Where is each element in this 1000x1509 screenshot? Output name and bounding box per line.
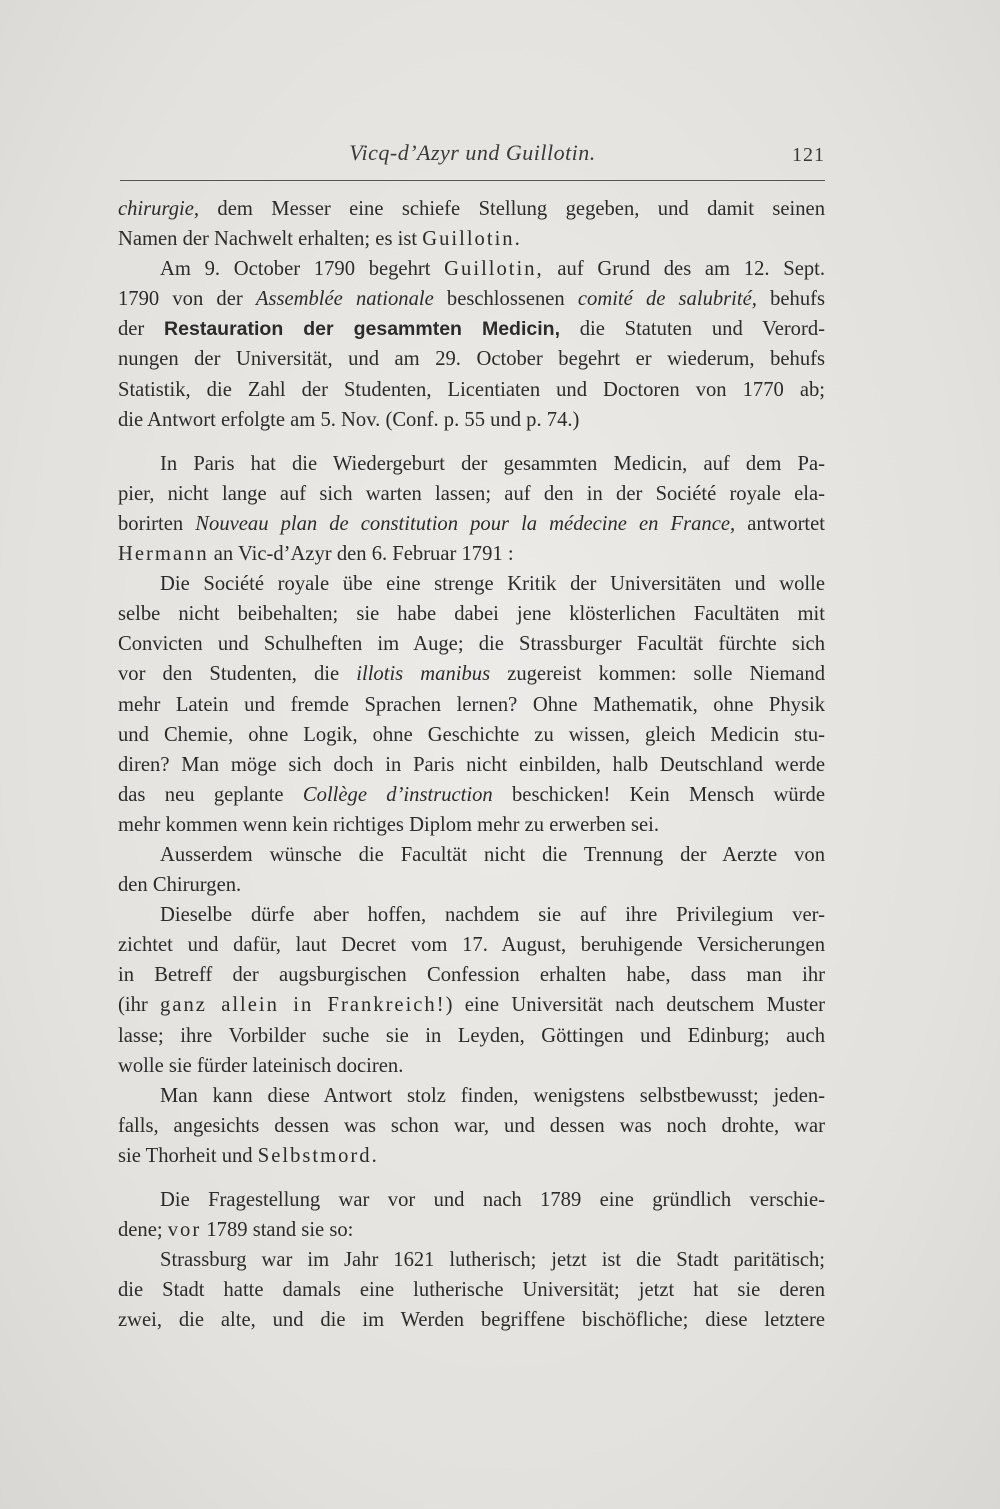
text-segment: beschicken! Kein Mensch würde [492, 783, 825, 806]
text-line [118, 254, 825, 284]
text-line [118, 900, 825, 930]
text-segment: Ausserdem wünsche die Facultät nicht die Trennung der Aerzte von [160, 843, 825, 866]
text-segment: wolle sie fürder lateinisch dociren. [118, 1054, 404, 1077]
text-segment: vor den Studenten, die [118, 663, 357, 686]
text-segment: Am 9. October 1790 begehrt [160, 258, 445, 281]
text-segment: Convicten und Schulheften im Auge; die Strassburger Facultät fürchte sich [118, 633, 825, 656]
text-segment: lasse; ihre Vorbilder suche sie in Leyden, Göttingen und Edinburg; auch [118, 1024, 825, 1047]
text-line [118, 1305, 825, 1335]
text-segment: an Vic-d’Azyr den 6. Februar 1791 : [208, 543, 514, 566]
text-line [118, 960, 825, 990]
text-segment: pier, nicht lange auf sich warten lassen; auf den in der Société royale ela- [118, 482, 825, 505]
header-rule [120, 180, 825, 181]
text-segment: ) eine Universität nach deutschem Muster [445, 994, 825, 1017]
text-line [118, 1185, 825, 1215]
running-head [120, 140, 825, 170]
text-line [118, 780, 825, 810]
text-line [118, 569, 825, 599]
text-line [118, 840, 825, 870]
running-head-title: Vicq-d’Azyr und Guillotin. [349, 140, 596, 165]
text-segment: sie Thorheit und [118, 1144, 258, 1167]
text-line [118, 375, 825, 405]
body-text [118, 194, 825, 1335]
text-line [118, 1275, 825, 1305]
text-segment: behufs [756, 288, 825, 311]
text-line [118, 314, 825, 344]
text-segment: das neu geplante [118, 783, 303, 806]
text-segment: beschlossenen [433, 288, 578, 311]
text-line [118, 990, 825, 1020]
paragraph-gap [118, 1171, 825, 1185]
text-segment: Die Fragestellung war vor und nach 1789 eine gründlich verschie- [160, 1189, 825, 1211]
text-segment: Man kann diese Antwort stolz finden, wenigstens selbstbewusst; jeden- [160, 1084, 825, 1107]
italic-text: Collège d’instruction [302, 783, 493, 806]
page-number: 121 [792, 144, 825, 166]
text-segment: die Stadt hatte damals eine lutherische Universität; jetzt hat sie deren [118, 1279, 825, 1302]
text-line [118, 194, 825, 224]
text-segment: Namen der Nachwelt erhalten; es ist [118, 228, 423, 251]
paragraph [118, 254, 825, 435]
text-line [118, 224, 825, 254]
text-line [118, 1141, 825, 1171]
text-line [118, 750, 825, 780]
text-segment: 1789 stand sie so: [201, 1219, 354, 1242]
text-segment: 1790 von der [118, 288, 256, 311]
paragraph [118, 194, 825, 254]
text-segment: die Statuten und Verord- [559, 318, 825, 341]
text-segment: auf Grund des am 12. Sept. [543, 258, 826, 281]
text-line [118, 479, 825, 509]
text-segment: mehr Latein und fremde Sprachen lernen? Ohne Mathematik, ohne Physik [118, 693, 825, 716]
text-segment: zugereist kommen: solle Niemand [490, 663, 825, 686]
text-line [118, 539, 825, 569]
text-line [118, 930, 825, 960]
text-line [118, 344, 825, 374]
text-segment: in Betreff der augsburgischen Confession erhalten habe, dass man ihr [118, 964, 825, 987]
text-line [118, 629, 825, 659]
italic-text: illotis manibus [356, 663, 491, 686]
text-segment: mehr kommen wenn kein richtiges Diplom mehr zu erwerben sei. [118, 813, 659, 836]
spaced-text: Guillotin. [422, 228, 522, 251]
text-segment: (ihr [118, 994, 161, 1017]
italic-text: comité de salubrité, [577, 288, 757, 311]
text-line [118, 870, 825, 900]
spaced-text: Hermann [118, 543, 209, 566]
text-segment: antwortet [735, 512, 826, 535]
italic-text: Assemblée nationale [255, 288, 434, 311]
text-segment: dem Messer eine schiefe Stellung gegeben, und damit seinen [199, 198, 825, 220]
paragraph [118, 569, 825, 840]
paragraph [118, 900, 825, 1081]
text-line [118, 405, 825, 435]
spaced-text: Guillotin, [444, 258, 544, 281]
text-segment: und Chemie, ohne Logik, ohne Geschichte zu wissen, gleich Medicin stu- [118, 723, 825, 746]
paragraph [118, 1081, 825, 1171]
spaced-text: ganz allein in Frankreich! [160, 994, 446, 1017]
text-segment: zichtet und dafür, laut Decret vom 17. August, beruhigende Versicherungen [118, 934, 825, 957]
paragraph-gap [118, 435, 825, 449]
text-line [118, 1051, 825, 1081]
text-segment: selbe nicht beibehalten; sie habe dabei jene klösterlichen Facultäten mit [118, 603, 825, 626]
text-line [118, 284, 825, 314]
text-segment: Dieselbe dürfe aber hoffen, nachdem sie auf ihre Privilegium ver- [160, 904, 825, 927]
italic-text: chirurgie, [118, 198, 200, 220]
text-line [118, 720, 825, 750]
paragraph [118, 1185, 825, 1245]
italic-text: Nouveau plan de constitution pour la médecine en France, [195, 512, 736, 535]
spaced-text: Selbstmord. [257, 1144, 379, 1167]
spaced-text: vor [167, 1219, 202, 1242]
text-segment: borirten [118, 512, 196, 535]
text-segment: falls, angesichts dessen was schon war, und dessen was noch drohte, war [118, 1114, 825, 1137]
text-segment: der [118, 318, 165, 341]
text-segment: Statistik, die Zahl der Studenten, Licentiaten und Doctoren von 1770 ab; [118, 378, 825, 401]
text-line [118, 1021, 825, 1051]
text-segment: dene; [118, 1219, 168, 1242]
text-line [118, 509, 825, 539]
text-segment: zwei, die alte, und die im Werden begriffene bischöfliche; diese letztere [118, 1309, 825, 1332]
text-line [118, 1245, 825, 1275]
text-line [118, 659, 825, 689]
paragraph [118, 840, 825, 900]
text-segment: nungen der Universität, und am 29. October begehrt er wiederum, behufs [118, 348, 825, 371]
text-segment: diren? Man möge sich doch in Paris nicht einbilden, halb Deutschland werde [118, 753, 825, 776]
text-segment: Die Société royale übe eine strenge Kritik der Universitäten und wolle [160, 573, 825, 596]
text-line [118, 1111, 825, 1141]
paragraph [118, 449, 825, 569]
text-segment: In Paris hat die Wiedergeburt der gesammten Medicin, auf dem Pa- [160, 452, 825, 475]
paragraph [118, 1245, 825, 1335]
text-segment: den Chirurgen. [118, 874, 242, 897]
text-line [118, 690, 825, 720]
text-line [118, 599, 825, 629]
text-segment: die Antwort erfolgte am 5. Nov. (Conf. p. 55 und p. 74.) [118, 408, 580, 431]
text-line [118, 449, 825, 479]
bold-text: Restauration der gesammten Medicin, [164, 318, 560, 341]
text-segment: Strassburg war im Jahr 1621 lutherisch; jetzt ist die Stadt paritätisch; [160, 1249, 825, 1272]
text-line [118, 810, 825, 840]
text-line [118, 1081, 825, 1111]
text-line [118, 1215, 825, 1245]
